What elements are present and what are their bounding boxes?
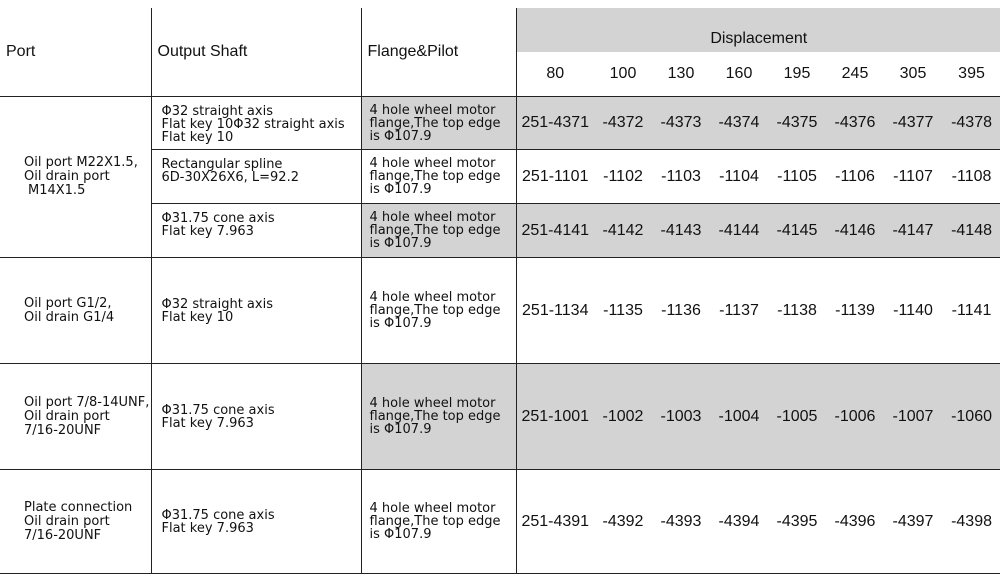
table-row: [0, 97, 1000, 150]
part-code: -4396: [826, 470, 884, 574]
part-code: -4372: [594, 97, 652, 150]
part-code: -1002: [594, 364, 652, 470]
output-shaft-cell: Φ31.75 cone axis Flat key 7.963: [151, 364, 361, 470]
flange-cell: 4 hole wheel motor flange,The top edge is Φ107.9: [361, 258, 516, 364]
part-code: -4376: [826, 97, 884, 150]
part-code: -1060: [942, 364, 1000, 470]
part-code: -4142: [594, 204, 652, 258]
part-code: -1140: [884, 258, 942, 364]
part-code: -1005: [768, 364, 826, 470]
part-code: -4148: [942, 204, 1000, 258]
header-output-shaft: Output Shaft: [151, 8, 361, 97]
output-shaft-cell: Φ31.75 cone axis Flat key 7.963: [151, 470, 361, 574]
table-row: [0, 258, 1000, 364]
part-code: -1108: [942, 150, 1000, 204]
displacement-value: 100: [594, 52, 652, 97]
part-code: -4398: [942, 470, 1000, 574]
spec-table: [0, 8, 1000, 574]
part-code: -1103: [652, 150, 710, 204]
part-code: -4397: [884, 470, 942, 574]
displacement-value: 160: [710, 52, 768, 97]
part-code: 251-1134: [516, 258, 594, 364]
header-port: Port: [0, 8, 151, 97]
part-code: -4143: [652, 204, 710, 258]
part-code: -1138: [768, 258, 826, 364]
port-cell: Oil port M22X1.5, Oil drain port M14X1.5: [0, 97, 151, 258]
flange-cell: 4 hole wheel motor flange,The top edge is Φ107.9: [361, 150, 516, 204]
part-code: -4394: [710, 470, 768, 574]
part-code: -4145: [768, 204, 826, 258]
part-code: 251-4371: [516, 97, 594, 150]
output-shaft-cell: Φ31.75 cone axis Flat key 7.963: [151, 204, 361, 258]
header-flange-pilot: Flange&Pilot: [361, 8, 516, 97]
displacement-value: 195: [768, 52, 826, 97]
part-code: -4144: [710, 204, 768, 258]
part-code: -1104: [710, 150, 768, 204]
flange-cell: 4 hole wheel motor flange,The top edge is Φ107.9: [361, 470, 516, 574]
port-cell: Oil port G1/2, Oil drain G1/4: [0, 258, 151, 364]
part-code: -4393: [652, 470, 710, 574]
header-displacement: Displacement: [516, 8, 1000, 52]
part-code: -4378: [942, 97, 1000, 150]
part-code: -1107: [884, 150, 942, 204]
part-code: -1136: [652, 258, 710, 364]
output-shaft-cell: Φ32 straight axis Flat key 10: [151, 258, 361, 364]
table-row: [0, 470, 1000, 574]
part-code: 251-4141: [516, 204, 594, 258]
displacement-value: 245: [826, 52, 884, 97]
part-code: -1105: [768, 150, 826, 204]
part-code: -4147: [884, 204, 942, 258]
part-code: -1139: [826, 258, 884, 364]
port-cell: Plate connection Oil drain port 7/16-20UNF: [0, 470, 151, 574]
output-shaft-cell: Rectangular spline 6D-30X26X6, L=92.2: [151, 150, 361, 204]
flange-cell: 4 hole wheel motor flange,The top edge is Φ107.9: [361, 97, 516, 150]
part-code: -1003: [652, 364, 710, 470]
part-code: -1004: [710, 364, 768, 470]
flange-cell: 4 hole wheel motor flange,The top edge is Φ107.9: [361, 364, 516, 470]
displacement-value: 395: [942, 52, 1000, 97]
part-code: 251-4391: [516, 470, 594, 574]
part-code: -4375: [768, 97, 826, 150]
part-code: -4146: [826, 204, 884, 258]
displacement-value: 80: [516, 52, 594, 97]
part-code: -1006: [826, 364, 884, 470]
port-cell: Oil port 7/8-14UNF, Oil drain port 7/16-20UNF: [0, 364, 151, 470]
flange-cell: 4 hole wheel motor flange,The top edge is Φ107.9: [361, 204, 516, 258]
part-code: -1102: [594, 150, 652, 204]
table-row: [0, 364, 1000, 470]
part-code: -1137: [710, 258, 768, 364]
part-code: -4392: [594, 470, 652, 574]
part-code: -4374: [710, 97, 768, 150]
output-shaft-cell: Φ32 straight axis Flat key 10Φ32 straight axis Flat key 10: [151, 97, 361, 150]
part-code: -1135: [594, 258, 652, 364]
part-code: -4377: [884, 97, 942, 150]
part-code: -4395: [768, 470, 826, 574]
part-code: 251-1101: [516, 150, 594, 204]
part-code: -4373: [652, 97, 710, 150]
displacement-value: 305: [884, 52, 942, 97]
part-code: -1141: [942, 258, 1000, 364]
displacement-value: 130: [652, 52, 710, 97]
part-code: -1106: [826, 150, 884, 204]
part-code: 251-1001: [516, 364, 594, 470]
part-code: -1007: [884, 364, 942, 470]
